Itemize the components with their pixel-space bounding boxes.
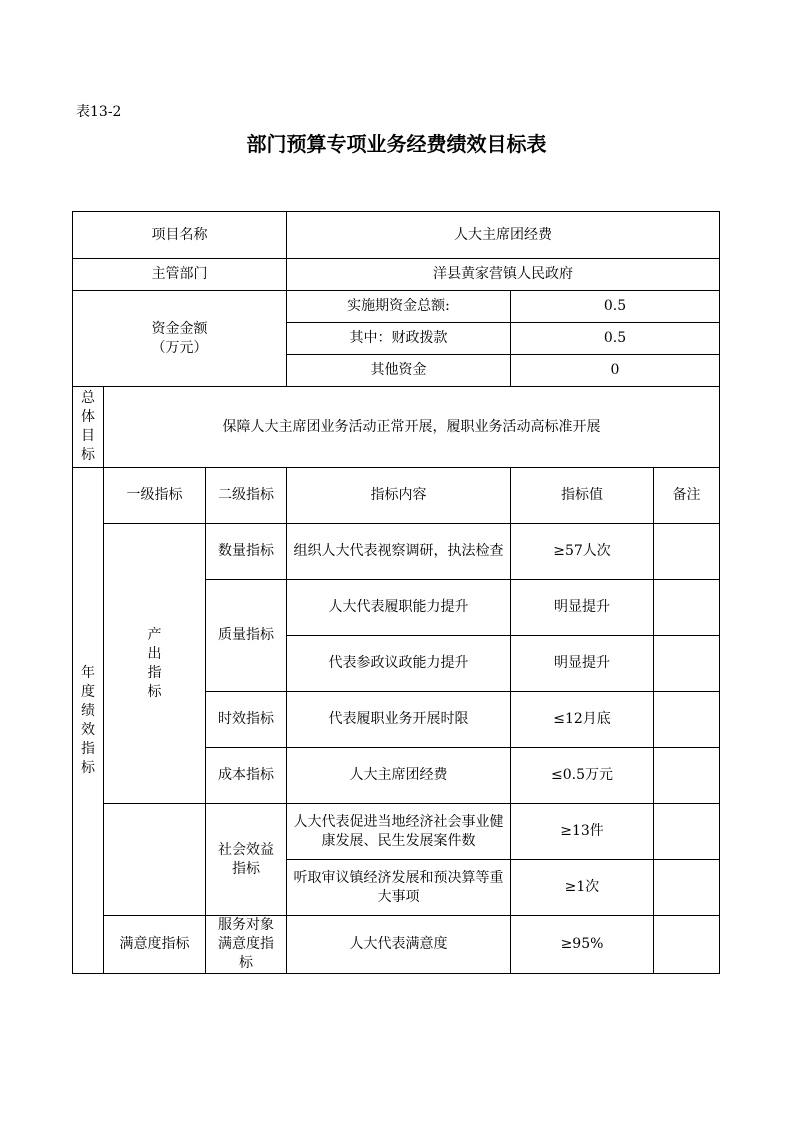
cost-note (654, 748, 720, 804)
social-1-content: 人大代表促进当地经济社会事业健康发展、民生发展案件数 (287, 804, 511, 860)
project-name-label: 项目名称 (73, 212, 287, 259)
cost-label: 成本指标 (206, 748, 287, 804)
fund-total-row (73, 291, 720, 323)
output-indicator-label-text: 产出指标 (147, 626, 162, 700)
fund-fiscal-value: 0.5 (511, 323, 720, 355)
project-name-value: 人大主席团经费 (287, 212, 720, 259)
satisfaction-sub-label-text: 服务对象满意度指标 (218, 917, 274, 971)
fund-other-value: 0 (511, 355, 720, 387)
table-number: 表13-2 (76, 104, 122, 120)
satisfaction-label: 满意度指标 (104, 916, 206, 974)
output-indicator-label (104, 524, 206, 804)
annual-indicator-label-text: 年度绩效指标 (81, 664, 95, 776)
overall-goal-text: 保障人大主席团业务活动正常开展，履职业务活动高标准开展 (104, 387, 720, 468)
quantity-note (654, 524, 720, 580)
quality-label: 质量指标 (206, 580, 287, 692)
quality-2-note (654, 636, 720, 692)
quantity-value: ≥57人次 (511, 524, 654, 580)
quality-2-content: 代表参政议政能力提升 (287, 636, 511, 692)
col-value-header: 指标值 (511, 468, 654, 524)
social-benefit-label-text: 社会效益指标 (218, 841, 274, 877)
social-2-value: ≥1次 (511, 860, 654, 916)
timeliness-value: ≤12月底 (511, 692, 654, 748)
fund-amount-label-line2: （万元） (151, 339, 208, 356)
department-row (73, 259, 720, 291)
quality-2-value: 明显提升 (511, 636, 654, 692)
fund-amount-label (73, 291, 287, 387)
satisfaction-sub-label (206, 916, 287, 974)
cost-content: 人大主席团经费 (287, 748, 511, 804)
social-2-note (654, 860, 720, 916)
benefit-indicator-blank (104, 804, 206, 916)
satisfaction-row (73, 916, 720, 974)
timeliness-label: 时效指标 (206, 692, 287, 748)
page-title: 部门预算专项业务经费绩效目标表 (246, 132, 547, 156)
social-benefit-label (206, 804, 287, 916)
overall-goal-row (73, 387, 720, 468)
quantity-label: 数量指标 (206, 524, 287, 580)
quality-1-note (654, 580, 720, 636)
social-row-1 (73, 804, 720, 860)
quality-1-value: 明显提升 (511, 580, 654, 636)
timeliness-note (654, 692, 720, 748)
fund-amount-label-line1: 资金金额 (151, 320, 208, 337)
fund-total-value: 0.5 (511, 291, 720, 323)
fund-fiscal-label: 其中：财政拨款 (287, 323, 511, 355)
indicator-header-row (73, 468, 720, 524)
timeliness-content: 代表履职业务开展时限 (287, 692, 511, 748)
quantity-row (73, 524, 720, 580)
overall-goal-label-text: 总体目标 (81, 390, 95, 463)
fund-total-label: 实施期资金总额: (287, 291, 511, 323)
col-level2-header: 二级指标 (206, 468, 287, 524)
col-content-header: 指标内容 (287, 468, 511, 524)
overall-goal-label (73, 387, 104, 468)
social-1-value: ≥13件 (511, 804, 654, 860)
satisfaction-value: ≥95% (511, 916, 654, 974)
department-value: 洋县黄家营镇人民政府 (287, 259, 720, 291)
satisfaction-content: 人大代表满意度 (287, 916, 511, 974)
department-label: 主管部门 (73, 259, 287, 291)
annual-indicator-label (73, 468, 104, 974)
project-name-row (73, 212, 720, 259)
social-2-content: 听取审议镇经济发展和预决算等重大事项 (287, 860, 511, 916)
performance-target-table (72, 211, 720, 974)
social-1-note (654, 804, 720, 860)
satisfaction-note (654, 916, 720, 974)
cost-value: ≤0.5万元 (511, 748, 654, 804)
quantity-content: 组织人大代表视察调研，执法检查 (287, 524, 511, 580)
quality-1-content: 人大代表履职能力提升 (287, 580, 511, 636)
col-note-header: 备注 (654, 468, 720, 524)
col-level1-header: 一级指标 (104, 468, 206, 524)
fund-other-label: 其他资金 (287, 355, 511, 387)
